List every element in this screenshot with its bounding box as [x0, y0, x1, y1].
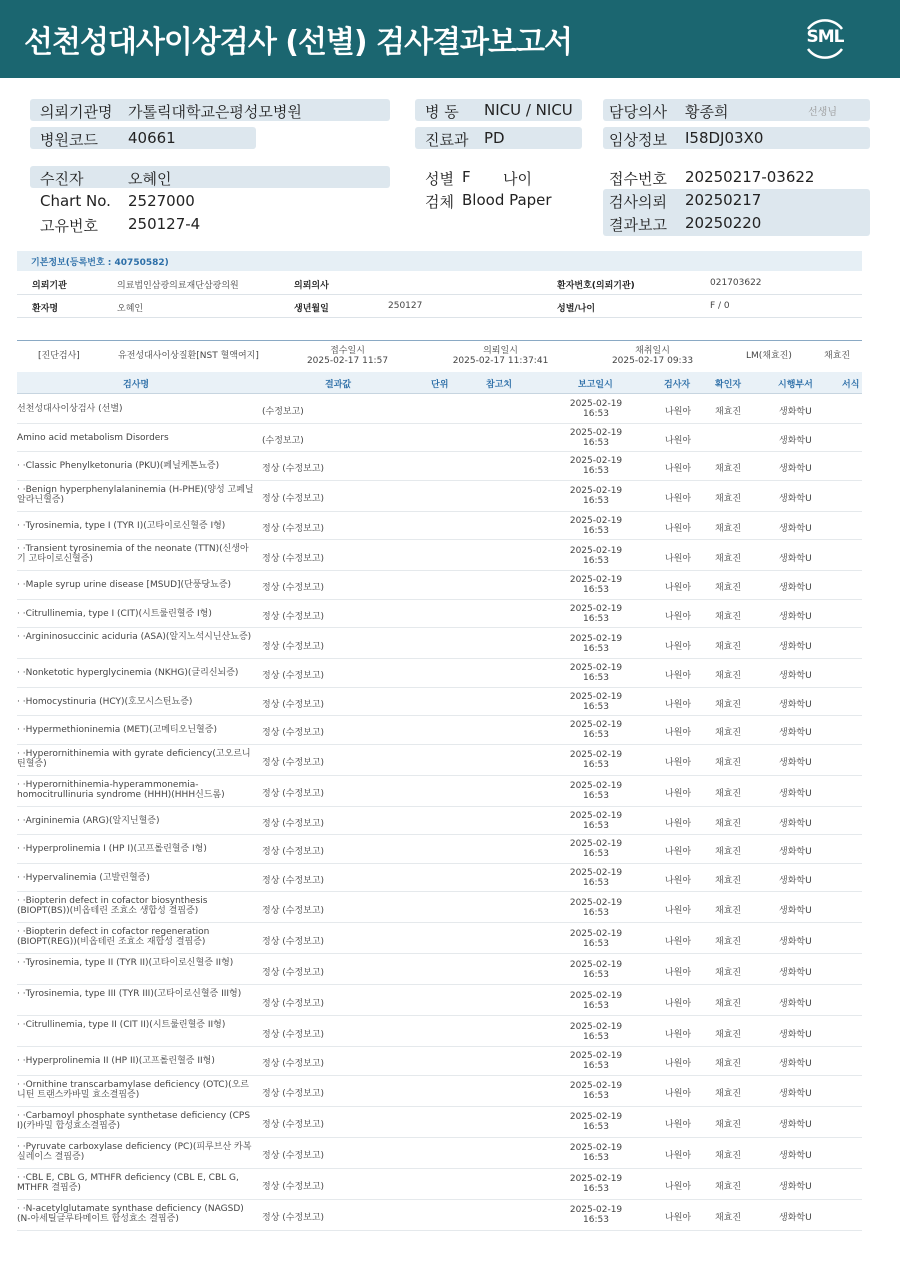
test-name-cell: · ·Hyperprolinemia I (HP I)(고프롤린혈증 I형): [17, 844, 207, 855]
department-cell: 생화학U: [779, 1182, 812, 1192]
department-cell: 생화학U: [779, 671, 812, 682]
tester-cell: 나원아: [665, 728, 692, 739]
confirmer-cell: 채효진: [715, 728, 742, 739]
sex-value: F: [462, 168, 471, 186]
ward-value: NICU / NICU: [484, 101, 573, 119]
tester-cell: 나원아: [665, 998, 692, 1009]
result-cell: 정상 (수정보고): [262, 523, 325, 534]
table-row: [17, 481, 862, 512]
department-cell: 생화학U: [779, 1213, 812, 1223]
test-name-cell: · ·Hyperornithinemia with gyrate deficiency(고오르니틴혈증): [17, 748, 251, 769]
test-name-cell: · ·Tyrosinemia, type II (TYR II)(고타이로신혈증 II형): [17, 958, 234, 968]
institution-label: 의뢰기관명: [40, 103, 113, 121]
unique-label: 고유번호: [40, 217, 98, 235]
report-time-cell: 2025-02-19 16:53: [569, 456, 623, 477]
confirmer-cell: 채효진: [715, 464, 742, 475]
basic-inst-label: 의뢰기관: [32, 281, 67, 291]
tester-cell: 나원아: [665, 1151, 692, 1161]
report-time-cell: 2025-02-19 16:53: [569, 691, 623, 712]
test-name-cell: · ·Classic Phenylketonuria (PKU)(페닐케톤뇨증): [17, 461, 220, 472]
report-time-cell: 2025-02-19 16:53: [569, 1143, 623, 1163]
report-time-cell: 2025-02-19 16:53: [569, 810, 623, 831]
department-cell: 생화학U: [779, 875, 812, 886]
basic-inst-value: 의료법인삼광의료재단삼광의원: [117, 281, 239, 291]
report-time-cell: 2025-02-19 16:53: [569, 1081, 623, 1101]
diagnosis-request-value: 2025-02-17 11:37:41: [452, 356, 549, 366]
department-cell: 생화학U: [779, 407, 812, 418]
confirmer-cell: 채효진: [715, 494, 742, 504]
table-row: [17, 571, 862, 600]
diagnosis-collect: [605, 346, 700, 366]
doctor-label: 담당의사: [609, 103, 667, 121]
ward-field: [415, 99, 582, 121]
tester-cell: 나원아: [665, 936, 692, 947]
dept-field: [415, 127, 582, 149]
patient-value: 오혜인: [128, 170, 172, 188]
confirmer-cell: 채효진: [715, 1059, 742, 1070]
tester-cell: 나원아: [665, 699, 692, 710]
result-cell: 정상 (수정보고): [262, 494, 325, 504]
report-time-cell: 2025-02-19 16:53: [569, 1112, 623, 1132]
diagnosis-lm: LM(채효진): [746, 351, 792, 361]
department-cell: 생화학U: [779, 583, 812, 594]
tester-cell: 나원아: [665, 435, 692, 446]
report-time-cell: 2025-02-19 16:53: [569, 1174, 623, 1194]
diagnosis-category: [진단검사]: [38, 351, 80, 361]
report-label: 결과보고: [609, 216, 667, 234]
basic-info-bar: [17, 251, 862, 271]
table-row: [17, 512, 862, 541]
table-row: [17, 776, 862, 807]
receipt-label: 접수번호: [609, 170, 667, 188]
results-table-header: [17, 372, 862, 394]
test-name-cell: · ·N-acetylglutamate synthase deficiency (NAGSD)(N-아세틸글루타메이트 합성효소 결핍증): [17, 1203, 244, 1224]
department-cell: 생화학U: [779, 758, 812, 768]
tester-cell: 나원아: [665, 1120, 692, 1130]
table-row: [17, 628, 862, 659]
diagnosis-receipt-value: 2025-02-17 11:57: [306, 356, 389, 366]
receipt-field: [603, 166, 870, 188]
hospital-code-field: [30, 127, 256, 149]
chart-field: [30, 190, 256, 212]
test-name-cell: · ·Transient tyrosinemia of the neonate (TTN)(신생아기 고타이로신혈증): [17, 544, 249, 564]
report-time-cell: 2025-02-19 16:53: [569, 897, 623, 918]
tester-cell: 나원아: [665, 789, 692, 799]
result-cell: 정상 (수정보고): [262, 818, 325, 829]
patient-label: 수진자: [40, 170, 84, 188]
specimen-label: 검체: [425, 193, 454, 211]
logo-text: SML: [806, 27, 844, 47]
basic-sexage-label: 성별/나이: [557, 304, 596, 314]
confirmer-cell: 채효진: [715, 407, 742, 418]
basic-divider-bottom: [17, 317, 862, 318]
test-name-cell: · ·Hypermethioninemia (MET)(고메티오닌혈증): [17, 725, 217, 736]
chart-label: Chart No.: [40, 192, 111, 210]
test-name-cell: · ·Tyrosinemia, type I (TYR I)(고타이로신혈증 I형): [17, 520, 226, 531]
tester-cell: 나원아: [665, 583, 692, 594]
table-row: [17, 424, 862, 453]
table-row: [17, 1169, 862, 1200]
department-cell: 생화학U: [779, 998, 812, 1009]
doctor-field: [603, 99, 870, 121]
tester-cell: 나원아: [665, 407, 692, 418]
col-header-confirmer: 확인자: [715, 380, 742, 390]
table-row: [17, 923, 862, 954]
result-cell: (수정보고): [262, 435, 304, 446]
report-time-cell: 2025-02-19 16:53: [569, 663, 623, 684]
result-cell: 정상 (수정보고): [262, 789, 325, 799]
department-cell: 생화학U: [779, 847, 812, 858]
test-name-cell: · ·Nonketotic hyperglycinemia (NKHG)(글리신뇌증): [17, 668, 239, 679]
test-name-cell: · ·Benign hyperphenylalaninemia (H-PHE)(양성 고페닐알라닌혈증): [17, 484, 254, 505]
department-cell: 생화학U: [779, 553, 812, 564]
col-header-report-time: 보고일시: [578, 380, 613, 390]
basic-pno-value: 021703622: [710, 278, 762, 288]
diagnosis-divider: [17, 340, 862, 341]
confirmer-cell: 채효진: [715, 847, 742, 858]
test-name-cell: · ·Hyperornithinemia-hyperammonemia-homocitrullinuria syndrome (HHH)(HHH신드롬): [17, 779, 225, 800]
department-cell: 생화학U: [779, 818, 812, 829]
department-cell: 생화학U: [779, 699, 812, 710]
tester-cell: 나원아: [665, 818, 692, 829]
department-cell: 생화학U: [779, 1120, 812, 1130]
department-cell: 생화학U: [779, 789, 812, 799]
department-cell: 생화학U: [779, 464, 812, 475]
result-cell: 정상 (수정보고): [262, 758, 325, 768]
tester-cell: 나원아: [665, 967, 692, 978]
patient-field: [30, 166, 390, 188]
department-cell: 생화학U: [779, 435, 812, 446]
report-time-cell: 2025-02-19 16:53: [569, 990, 623, 1011]
col-header-test: 검사명: [123, 380, 150, 390]
tester-cell: 나원아: [665, 905, 692, 916]
test-name-cell: · ·Argininosuccinic aciduria (ASA)(알지노석시닌산뇨증): [17, 632, 252, 642]
tester-cell: 나원아: [665, 758, 692, 768]
result-cell: 정상 (수정보고): [262, 1213, 325, 1223]
confirmer-cell: 채효진: [715, 758, 742, 768]
confirmer-cell: 채효진: [715, 641, 742, 652]
result-cell: 정상 (수정보고): [262, 641, 325, 652]
report-time-cell: 2025-02-19 16:53: [569, 427, 623, 448]
test-name-cell: · ·Citrullinemia, type II (CIT II)(시트룰린혈증 II형): [17, 1020, 226, 1030]
confirmer-cell: 채효진: [715, 583, 742, 594]
request-label: 검사의뢰: [609, 193, 667, 211]
doctor-suffix: 선생님: [808, 107, 837, 118]
basic-divider: [17, 294, 862, 295]
test-name-cell: · ·Homocystinuria (HCY)(호모시스틴뇨증): [17, 696, 193, 707]
table-row: [17, 745, 862, 776]
report-time-cell: 2025-02-19 16:53: [569, 575, 623, 596]
request-value: 20250217: [685, 191, 762, 209]
chart-value: 2527000: [128, 192, 195, 210]
result-cell: 정상 (수정보고): [262, 1029, 325, 1040]
table-row: [17, 600, 862, 629]
unique-field: [30, 213, 256, 235]
dept-label: 진료과: [425, 131, 469, 149]
clinical-label: 임상정보: [609, 131, 667, 149]
report-header: [0, 0, 900, 78]
basic-birth-value: 250127: [388, 301, 423, 311]
diagnosis-request-label: 의뢰일시: [483, 346, 518, 356]
report-time-cell: 2025-02-19 16:53: [569, 486, 623, 506]
result-cell: 정상 (수정보고): [262, 1182, 325, 1192]
tester-cell: 나원아: [665, 611, 692, 622]
sex-age-field: [415, 166, 582, 188]
confirmer-cell: 채효진: [715, 1213, 742, 1223]
report-time-cell: 2025-02-19 16:53: [569, 1051, 623, 1072]
confirmer-cell: 채효진: [715, 818, 742, 829]
sml-logo: [800, 14, 850, 64]
institution-field: [30, 99, 390, 121]
confirmer-cell: 채효진: [715, 875, 742, 886]
tester-cell: 나원아: [665, 1213, 692, 1223]
report-time-cell: 2025-02-19 16:53: [569, 928, 623, 949]
diagnosis-collect-label: 채취일시: [635, 346, 670, 356]
confirmer-cell: 채효진: [715, 905, 742, 916]
col-header-result: 결과값: [325, 380, 352, 390]
test-name-cell: · ·Biopterin defect in cofactor regeneration (BIOPT(REG))(비옵테린 조효소 재합성 결핍증): [17, 927, 210, 947]
confirmer-cell: 채효진: [715, 998, 742, 1009]
report-title: 선천성대사이상검사 (선별) 검사결과보고서: [24, 25, 572, 60]
confirmer-cell: 채효진: [715, 553, 742, 564]
report-time-cell: 2025-02-19 16:53: [569, 545, 623, 566]
confirmer-cell: 채효진: [715, 611, 742, 622]
tester-cell: 나원아: [665, 1089, 692, 1099]
report-time-cell: 2025-02-19 16:53: [569, 1021, 623, 1042]
basic-pno-label: 환자번호(의뢰기관): [557, 281, 635, 291]
report-time-cell: 2025-02-19 16:53: [569, 633, 623, 654]
table-row: [17, 1107, 862, 1138]
department-cell: 생화학U: [779, 1029, 812, 1040]
report-time-cell: 2025-02-19 16:53: [569, 750, 623, 770]
report-time-cell: 2025-02-19 16:53: [569, 515, 623, 536]
test-name-cell: · ·Biopterin defect in cofactor biosynthesis (BIOPT(BS))(비옵테린 조효소 생합성 결핍증): [17, 896, 208, 916]
result-cell: 정상 (수정보고): [262, 1151, 325, 1161]
result-cell: 정상 (수정보고): [262, 936, 325, 947]
result-cell: 정상 (수정보고): [262, 1120, 325, 1130]
report-time-cell: 2025-02-19 16:53: [569, 603, 623, 624]
col-header-reference: 참고치: [486, 380, 513, 390]
result-cell: 정상 (수정보고): [262, 905, 325, 916]
basic-birth-label: 생년월일: [294, 304, 329, 314]
confirmer-cell: 채효진: [715, 789, 742, 799]
department-cell: 생화학U: [779, 611, 812, 622]
diagnosis-receipt-label: 접수일시: [330, 346, 365, 356]
basic-sexage-value: F / 0: [710, 301, 730, 311]
result-cell: 정상 (수정보고): [262, 464, 325, 475]
col-header-unit: 단위: [431, 380, 449, 390]
basic-name-value: 오혜인: [117, 304, 144, 314]
confirmer-cell: 채효진: [715, 967, 742, 978]
tester-cell: 나원아: [665, 523, 692, 534]
result-cell: 정상 (수정보고): [262, 1089, 325, 1099]
results-table-body: [17, 395, 862, 1231]
diagnosis-receipt: [300, 346, 395, 366]
report-time-cell: 2025-02-19 16:53: [569, 781, 623, 801]
department-cell: 생화학U: [779, 523, 812, 534]
dept-value: PD: [484, 129, 505, 147]
tester-cell: 나원아: [665, 1029, 692, 1040]
hospital-code-value: 40661: [128, 129, 176, 147]
table-row: [17, 892, 862, 923]
clinical-field: [603, 127, 870, 149]
diagnosis-collect-value: 2025-02-17 09:33: [611, 356, 694, 366]
report-time-cell: 2025-02-19 16:53: [569, 867, 623, 888]
table-row: [17, 807, 862, 836]
test-name-cell: · ·Carbamoyl phosphate synthetase deficiency (CPS I)(카바밀 합성효소결핍증): [17, 1110, 251, 1131]
tester-cell: 나원아: [665, 875, 692, 886]
table-row: [17, 1076, 862, 1107]
request-report-field: [603, 189, 870, 236]
department-cell: 생화학U: [779, 728, 812, 739]
test-name-cell: · ·Argininemia (ARG)(알지닌혈증): [17, 815, 160, 826]
confirmer-cell: 채효진: [715, 936, 742, 947]
tester-cell: 나원아: [665, 671, 692, 682]
department-cell: 생화학U: [779, 1151, 812, 1161]
col-header-form: 서식: [842, 380, 860, 390]
tester-cell: 나원아: [665, 847, 692, 858]
table-row: [17, 1200, 862, 1231]
report-time-cell: 2025-02-19 16:53: [569, 720, 623, 741]
basic-doc-label: 의뢰의사: [294, 281, 329, 291]
department-cell: 생화학U: [779, 936, 812, 947]
basic-info-title: 기본정보(등록번호 : 40750582): [31, 258, 169, 268]
sex-label: 성별: [425, 170, 454, 188]
table-row: [17, 452, 862, 481]
doctor-value: 황종희: [685, 103, 729, 121]
report-time-cell: 2025-02-19 16:53: [569, 1205, 623, 1225]
department-cell: 생화학U: [779, 641, 812, 652]
unique-value: 250127-4: [128, 215, 201, 233]
tester-cell: 나원아: [665, 1182, 692, 1192]
ward-label: 병 동: [425, 103, 459, 121]
test-name-cell: · ·CBL E, CBL G, MTHFR deficiency (CBL E, CBL G, MTHFR 결핍증): [17, 1172, 239, 1193]
col-header-tester: 검사자: [664, 380, 691, 390]
diagnosis-name: 유전성대사이상질환[NST 혈액여지]: [118, 351, 259, 361]
diagnosis-request: [448, 346, 553, 366]
tester-cell: 나원아: [665, 553, 692, 564]
result-cell: 정상 (수정보고): [262, 1059, 325, 1070]
tester-cell: 나원아: [665, 1059, 692, 1070]
confirmer-cell: 채효진: [715, 523, 742, 534]
specimen-value: Blood Paper: [462, 191, 552, 209]
table-row: [17, 864, 862, 893]
basic-name-label: 환자명: [32, 304, 59, 314]
receipt-value: 20250217-03622: [685, 168, 815, 186]
result-cell: 정상 (수정보고): [262, 728, 325, 739]
specimen-field: [415, 189, 582, 211]
confirmer-cell: 채효진: [715, 1120, 742, 1130]
result-cell: 정상 (수정보고): [262, 553, 325, 564]
test-name-cell: · ·Maple syrup urine disease [MSUD](단풍당뇨증): [17, 580, 232, 591]
result-cell: 정상 (수정보고): [262, 611, 325, 622]
report-time-cell: 2025-02-19 16:53: [569, 839, 623, 860]
table-row: [17, 395, 862, 424]
result-cell: (수정보고): [262, 407, 304, 418]
tester-cell: 나원아: [665, 464, 692, 475]
department-cell: 생화학U: [779, 1059, 812, 1070]
confirmer-cell: 채효진: [715, 1182, 742, 1192]
table-row: [17, 716, 862, 745]
tester-cell: 나원아: [665, 494, 692, 504]
test-name-cell: · ·Tyrosinemia, type III (TYR III)(고타이로신혈증 III형): [17, 989, 242, 999]
test-name-cell: · ·Hyperprolinemia II (HP II)(고프롤린혈증 II형): [17, 1056, 215, 1067]
confirmer-cell: 채효진: [715, 671, 742, 682]
table-row: [17, 985, 862, 1016]
result-cell: 정상 (수정보고): [262, 583, 325, 594]
result-cell: 정상 (수정보고): [262, 967, 325, 978]
table-row: [17, 659, 862, 688]
confirmer-cell: 채효진: [715, 1151, 742, 1161]
table-row: [17, 1016, 862, 1047]
department-cell: 생화학U: [779, 494, 812, 504]
diagnosis-staff: 채효진: [824, 351, 851, 361]
result-cell: 정상 (수정보고): [262, 699, 325, 710]
table-row: [17, 954, 862, 985]
test-name-cell: · ·Ornithine transcarbamylase deficiency (OTC)(오르니틴 트랜스카바밀 효소결핍증): [17, 1079, 249, 1100]
confirmer-cell: 채효진: [715, 1029, 742, 1040]
result-cell: 정상 (수정보고): [262, 875, 325, 886]
report-value: 20250220: [685, 214, 762, 232]
department-cell: 생화학U: [779, 1089, 812, 1099]
institution-value: 가톨릭대학교은평성모병원: [128, 103, 302, 121]
department-cell: 생화학U: [779, 967, 812, 978]
hospital-code-label: 병원코드: [40, 131, 98, 149]
table-row: [17, 1138, 862, 1169]
table-row: [17, 540, 862, 571]
clinical-value: I58DJ03X0: [685, 129, 764, 147]
table-row: [17, 688, 862, 717]
report-time-cell: 2025-02-19 16:53: [569, 399, 623, 420]
result-cell: 정상 (수정보고): [262, 998, 325, 1009]
test-name-cell: · ·Pyruvate carboxylase deficiency (PC)(피루브산 카복실레이스 결핍증): [17, 1141, 252, 1162]
report-time-cell: 2025-02-19 16:53: [569, 959, 623, 980]
test-name-cell: · ·Hypervalinemia (고발린혈증): [17, 872, 150, 883]
test-name-cell: Amino acid metabolism Disorders: [17, 432, 169, 443]
confirmer-cell: 채효진: [715, 1089, 742, 1099]
test-name-cell: · ·Citrullinemia, type I (CIT)(시트룰린혈증 I형): [17, 608, 212, 619]
table-row: [17, 1047, 862, 1076]
test-name-cell: 선천성대사이상검사 (선별): [17, 404, 123, 415]
result-cell: 정상 (수정보고): [262, 671, 325, 682]
col-header-department: 시행부서: [778, 380, 813, 390]
table-row: [17, 835, 862, 864]
age-label: 나이: [503, 170, 532, 188]
tester-cell: 나원아: [665, 641, 692, 652]
department-cell: 생화학U: [779, 905, 812, 916]
result-cell: 정상 (수정보고): [262, 847, 325, 858]
confirmer-cell: 채효진: [715, 699, 742, 710]
